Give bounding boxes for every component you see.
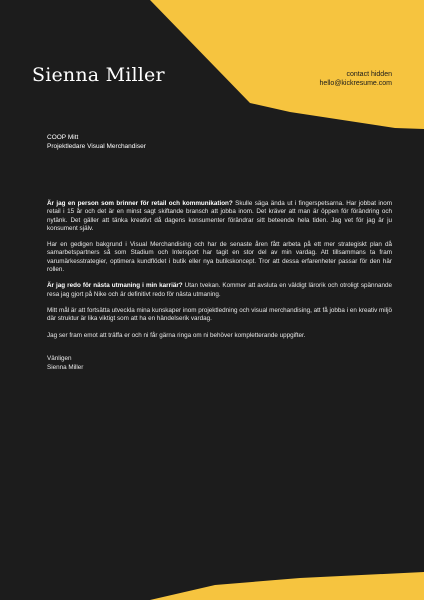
contact-email[interactable]: hello@kickresume.com <box>319 80 392 87</box>
paragraph-3 <box>47 282 392 299</box>
letter-body <box>47 200 392 348</box>
paragraph-3-lead: Är jag redo för nästa utmaning i min karriär? <box>47 282 183 290</box>
paragraph-3-text: Utan tvekan. Kommer att avsluta en väldigt lärorik och otroligt spännande resa jag gjort på Nike och är definitivt redo för nästa utmaning. <box>47 282 392 298</box>
contact-block <box>320 70 392 88</box>
closing-block <box>47 354 83 372</box>
signature-name: Sienna Miller <box>47 364 84 371</box>
paragraph-2: Har en gedigen bakgrund i Visual Merchandising och har de senaste åren fått arbeta på ett mer strategiskt plan då samarbetspartners så som Stadium och Intersport har tagit en stor del av min vardag. Att tillsammans ta fram varumärkesstrategier, optimera kundflödet i butik eller nya butikskoncept. Tror att dessa erfarenheter passar för den här rollen. <box>47 241 392 274</box>
paragraph-4: Mitt mål är att fortsätta utveckla mina kunskaper inom projektledning och visual merchandising, att få jobba i en kreativ miljö där struktur är lika viktigt som att ha en händelserik vardag. <box>47 306 392 323</box>
top-accent-shape <box>150 0 424 129</box>
paragraph-1-text: Skulle säga ända ut i fingerspetsarna. Har jobbat inom retail i 15 år och det är en minst sagt skiftande bransch att jobba inom. Det kräver att man är öppen för förändring och nytänk. Det gäller att tänka kreativt då dagens konsumenter förändrar sitt beteende hela tiden. Jag vet för jag är ju konsument själv. <box>47 200 392 232</box>
closing-salutation: Vänligen <box>47 355 72 362</box>
applicant-name: Sienna Miller <box>32 64 165 86</box>
contact-phone-hidden: contact hidden <box>346 71 392 78</box>
paragraph-1-lead: Är jag en person som brinner för retail och kommunikation? <box>47 200 233 207</box>
paragraph-1 <box>47 200 392 233</box>
recipient-block <box>47 133 146 151</box>
paragraph-5: Jag ser fram emot att träffa er och ni får gärna ringa om ni behöver kompletterande uppgifter. <box>47 331 306 339</box>
recipient-role: Projektledare Visual Merchandiser <box>47 143 146 150</box>
recipient-company: COOP Mitt <box>47 134 79 141</box>
